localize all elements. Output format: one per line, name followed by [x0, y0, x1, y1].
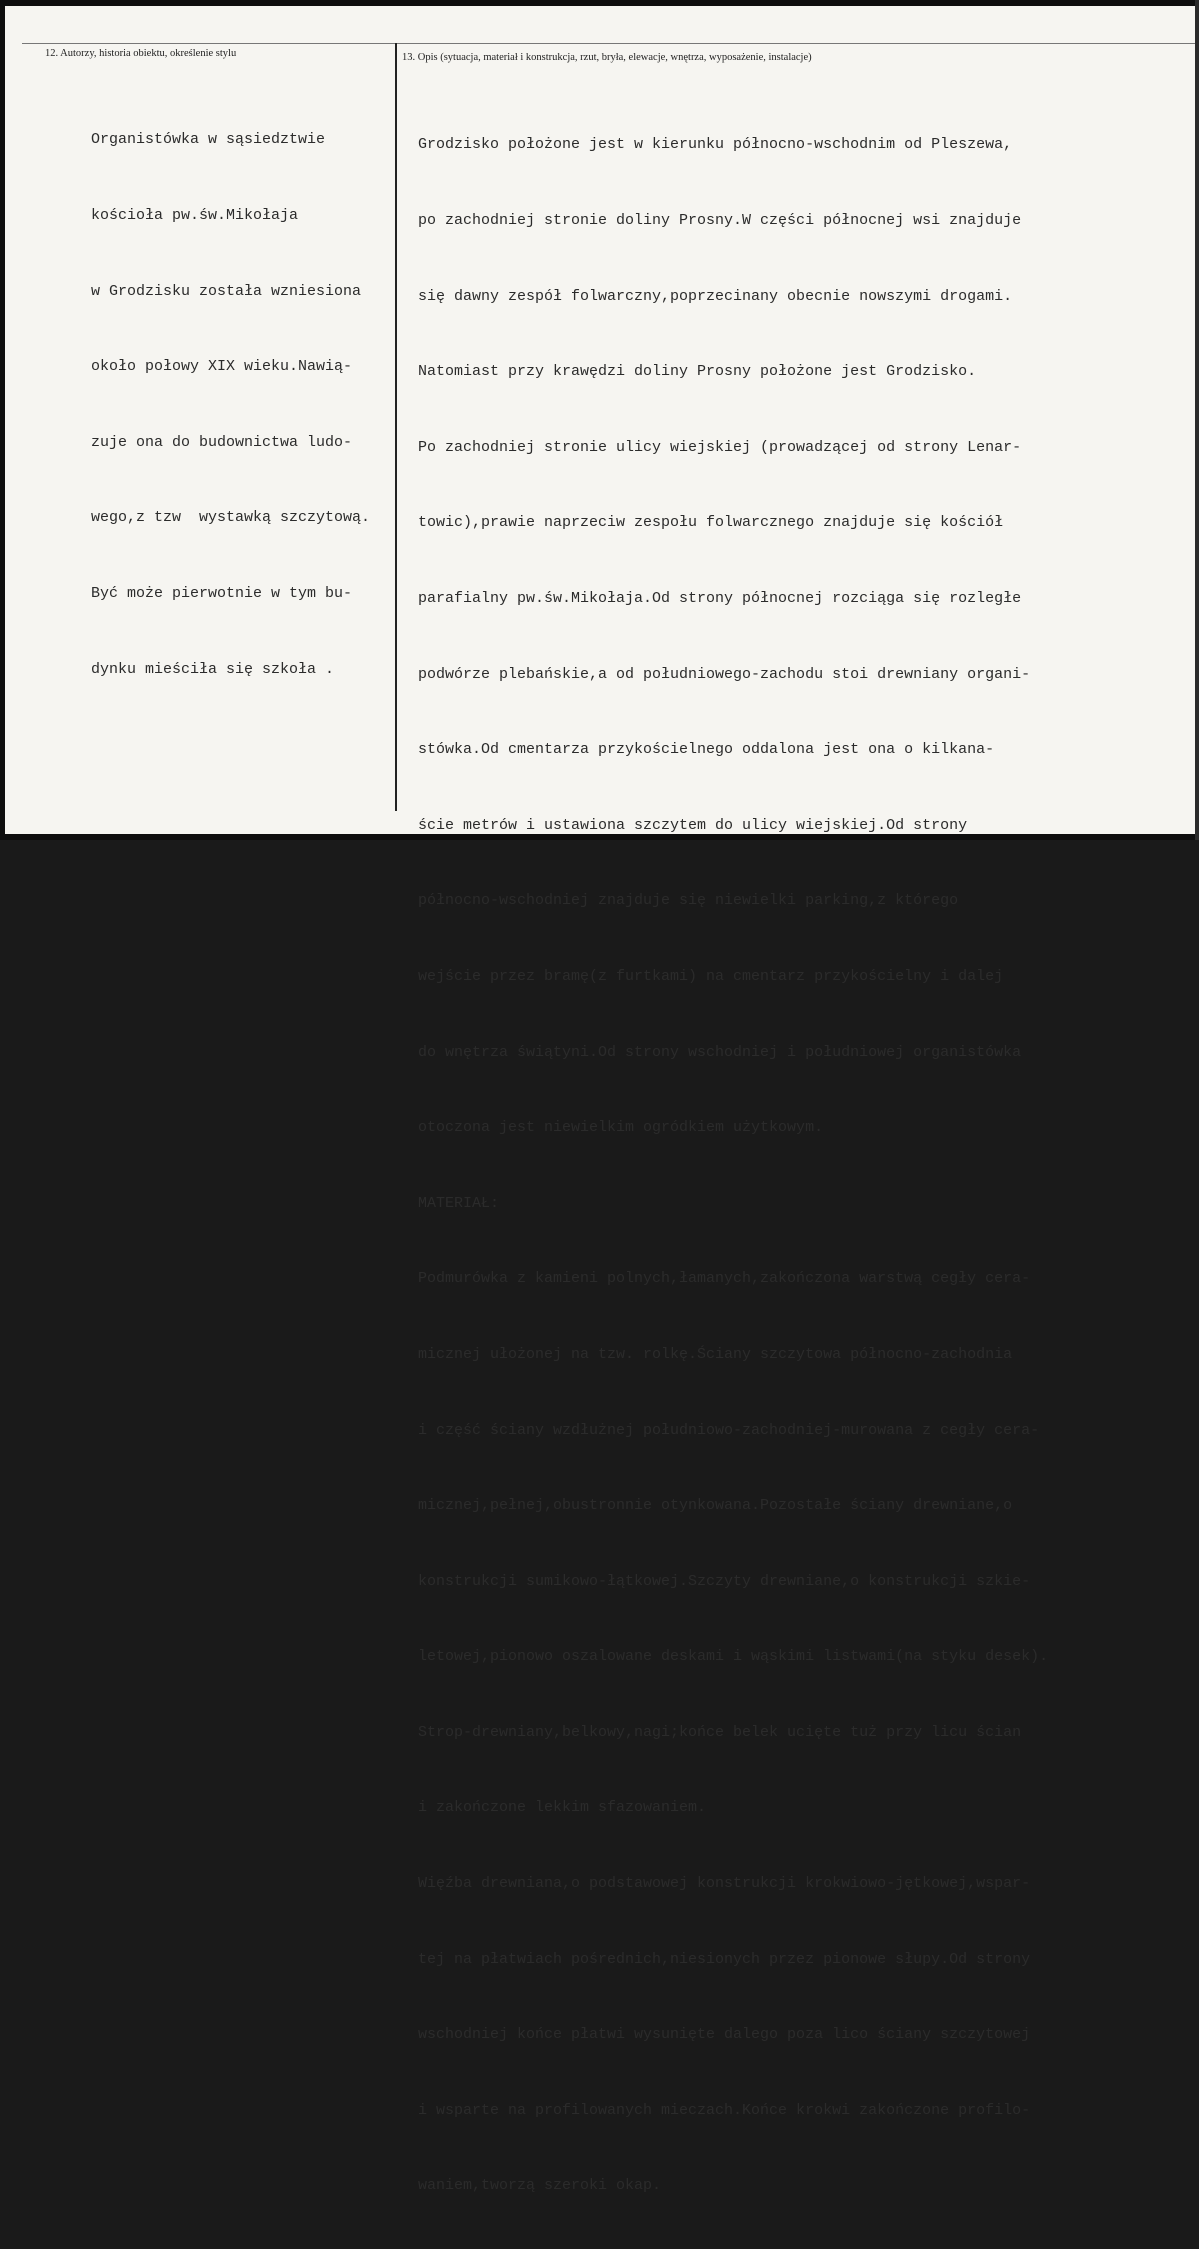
description-line: towic),prawie naprzeciw zespołu folwarcznego znajduje się kościół: [418, 514, 1004, 532]
scan-border-bottom: [0, 834, 1199, 840]
description-line: podwórze plebańskie,a od południowego-zachodu stoi drewniany organi-: [418, 665, 1031, 683]
section-13-label: 13. Opis (sytuacja, materiał i konstrukcja, rzut, bryła, elewacje, wnętrza, wyposażenie, instalacje): [402, 52, 812, 63]
history-line: kościoła pw.św.Mikołaja: [91, 207, 299, 224]
description-text: [418, 82, 1048, 2249]
description-line: wejście przez bramę(z furtkami) na cmentarz przykościelny i dalej: [418, 967, 1004, 985]
description-line: micznej ułożonej na tzw. rolkę.Ściany szczytowa północno-zachodnia: [418, 1345, 1013, 1363]
scan-border-left: [0, 0, 5, 840]
description-line: Więźba drewniana,o podstawowej konstrukcji krokwiowo-jętkowej,wspar-: [418, 1875, 1031, 1893]
description-line: do wnętrza świątyni.Od strony wschodniej i południowej organistówka: [418, 1043, 1022, 1061]
description-line: stówka.Od cmentarza przykościelnego oddalona jest ona o kilkana-: [418, 741, 995, 759]
scan-border-top: [0, 0, 1199, 6]
column-divider: [395, 43, 397, 811]
description-line: parafialny pw.św.Mikołaja.Od strony północnej rozciąga się rozległe: [418, 589, 1022, 607]
history-line: wego,z tzw wystawką szczytową.: [91, 509, 371, 527]
history-line: zuje ona do budownictwa ludo-: [91, 433, 353, 451]
description-line: Grodzisko położone jest w kierunku północno-wschodnim od Pleszewa,: [418, 136, 1013, 154]
scan-border-right: [1195, 0, 1199, 840]
history-line: Być może pierwotnie w tym bu-: [91, 584, 353, 602]
description-line: tej na płatwiach pośrednich,niesionych przez pionowe słupy.Od strony: [418, 1950, 1031, 1968]
description-line: otoczona jest niewielkim ogródkiem użytkowym.: [418, 1119, 824, 1137]
description-line: Po zachodniej stronie ulicy wiejskiej (prowadzącej od strony Lenar-: [418, 438, 1022, 456]
description-line: Strop-drewniany,belkowy,nagi;końce belek ucięte tuż przy licu ścian: [418, 1723, 1022, 1741]
description-line: i wsparte na profilowanych mieczach.Końce krokwi zakończone profilo-: [418, 2101, 1031, 2119]
description-line: Natomiast przy krawędzi doliny Prosny położone jest Grodzisko.: [418, 363, 977, 381]
history-text: [91, 77, 370, 732]
history-line: około połowy XIX wieku.Nawią-: [91, 358, 353, 376]
description-line: północno-wschodniej znajduje się niewielki parking,z którego: [418, 892, 959, 910]
header-rule: [22, 43, 1199, 44]
description-line: wschodniej końce płatwi wysunięte dalego poza lico ściany szczytowej: [418, 2026, 1031, 2044]
description-line: micznej,pełnej,obustronnie otynkowana.Pozostałe ściany drewniane,o: [418, 1497, 1013, 1515]
description-line: i zakończone lekkim sfazowaniem.: [418, 1799, 707, 1817]
description-line: ście metrów i ustawiona szczytem do ulicy wiejskiej.Od strony: [418, 816, 968, 834]
material-heading: MATERIAŁ:: [418, 1194, 500, 1212]
history-line: Organistówka w sąsiedztwie: [91, 131, 326, 149]
description-line: Podmurówka z kamieni polnych,łamanych,zakończona warstwą cegły cera-: [418, 1270, 1031, 1288]
description-line: waniem,tworzą szeroki okap.: [418, 2177, 662, 2195]
history-line: w Grodzisku została wzniesiona: [91, 282, 362, 300]
description-line: letowej,pionowo oszalowane deskami i wąskimi listwami(na styku desek).: [418, 1648, 1049, 1666]
description-line: się dawny zespół folwarczny,poprzecinany obecnie nowszymi drogami.: [418, 287, 1013, 305]
description-line: po zachodniej stronie doliny Prosny.W części północnej wsi znajduje: [418, 212, 1022, 229]
description-line: konstrukcji sumikowo-łątkowej.Szczyty drewniane,o konstrukcji szkie-: [418, 1572, 1031, 1590]
history-line: dynku mieściła się szkoła .: [91, 660, 335, 678]
description-line: i część ściany wzdłużnej południowo-zachodniej-murowana z cegły cera-: [418, 1421, 1040, 1439]
section-12-label: 12. Autorzy, historia obiektu, określenie stylu: [45, 48, 237, 59]
